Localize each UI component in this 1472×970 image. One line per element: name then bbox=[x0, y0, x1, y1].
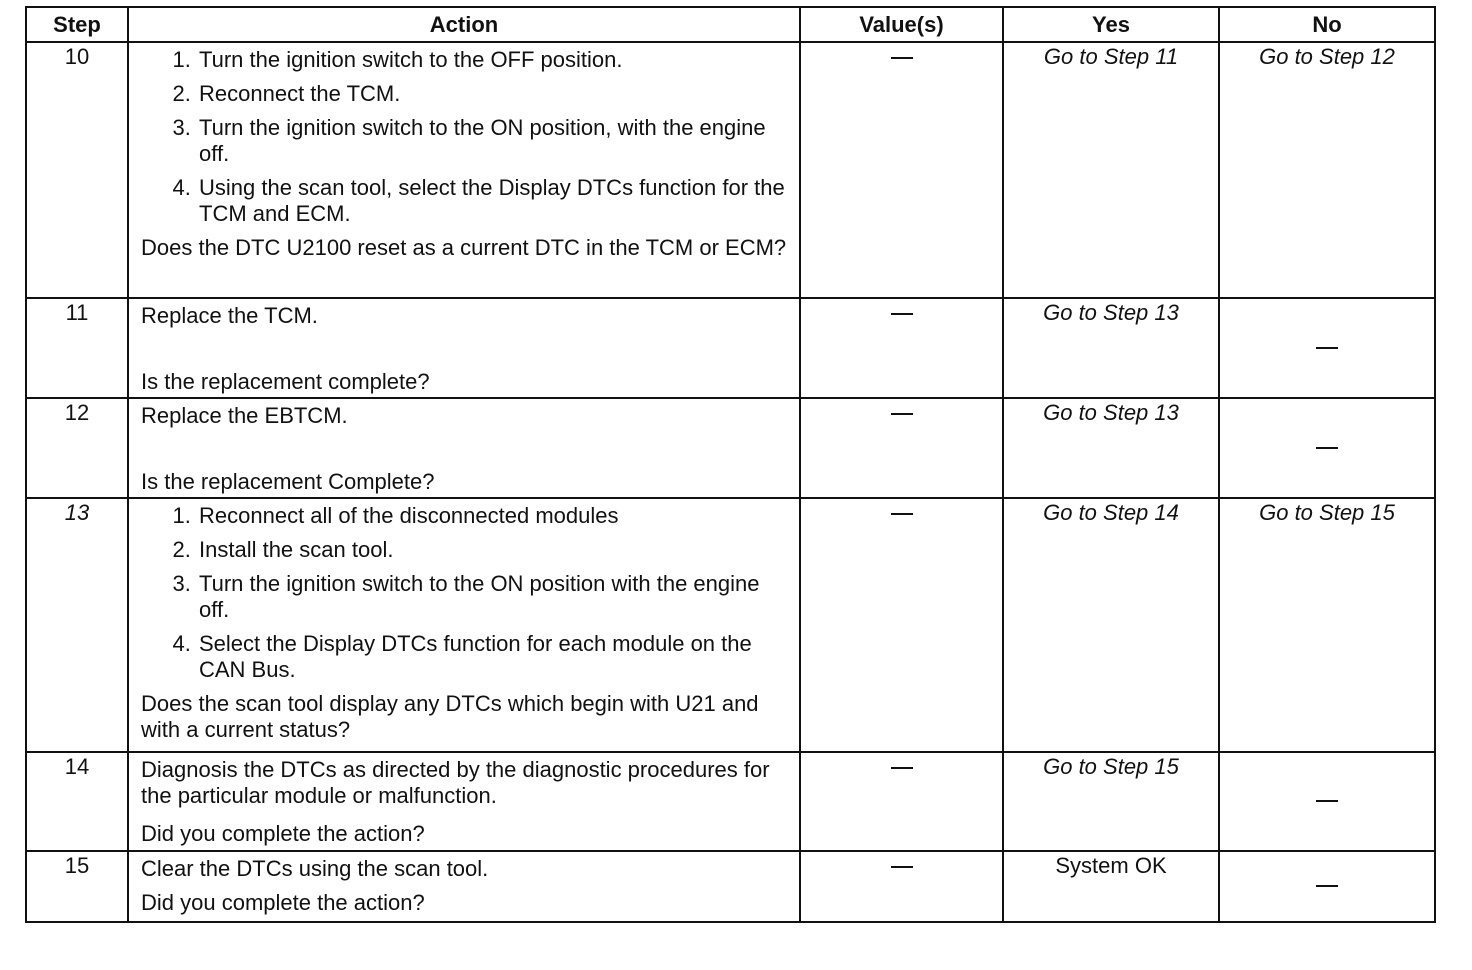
header-values: Value(s) bbox=[800, 7, 1003, 42]
action-cell bbox=[128, 298, 800, 398]
action-cell bbox=[128, 398, 800, 498]
header-yes: Yes bbox=[1003, 7, 1219, 42]
action-question: Does the DTC U2100 reset as a current DTC in the TCM or ECM? bbox=[141, 235, 787, 260]
action-step-item: 3. Turn the ignition switch to the ON position, with the engine off. bbox=[197, 115, 787, 167]
no-cell: Go to Step 15 bbox=[1219, 498, 1435, 752]
header-row bbox=[26, 7, 1435, 42]
no-cell bbox=[1219, 851, 1435, 922]
value-dash bbox=[891, 767, 913, 769]
action-steps bbox=[141, 503, 787, 683]
action-step-item: 4. Select the Display DTCs function for each module on the CAN Bus. bbox=[197, 631, 787, 683]
yes-cell: Go to Step 14 bbox=[1003, 498, 1219, 752]
step-number: 12 bbox=[26, 398, 128, 498]
action-cell bbox=[128, 498, 800, 752]
header-action: Action bbox=[128, 7, 800, 42]
table-row bbox=[26, 498, 1435, 752]
action-step-item: 1. Reconnect all of the disconnected modules bbox=[197, 503, 787, 529]
value-dash bbox=[891, 57, 913, 59]
no-cell bbox=[1219, 298, 1435, 398]
value-dash bbox=[891, 313, 913, 315]
no-dash bbox=[1316, 447, 1338, 449]
value-cell bbox=[800, 298, 1003, 398]
yes-cell: System OK bbox=[1003, 851, 1219, 922]
action-lead: Diagnosis the DTCs as directed by the diagnostic procedures for the particular module or malfunction. bbox=[141, 757, 770, 808]
action-step-item: 4. Using the scan tool, select the Display DTCs function for the TCM and ECM. bbox=[197, 175, 787, 227]
action-question: Is the replacement complete? bbox=[141, 369, 430, 394]
value-cell bbox=[800, 398, 1003, 498]
action-cell bbox=[128, 752, 800, 851]
header-step: Step bbox=[26, 7, 128, 42]
value-dash bbox=[891, 413, 913, 415]
no-dash bbox=[1316, 885, 1338, 887]
value-cell bbox=[800, 42, 1003, 298]
action-step-item: 2. Install the scan tool. bbox=[197, 537, 787, 563]
table-row bbox=[26, 398, 1435, 498]
no-cell: Go to Step 12 bbox=[1219, 42, 1435, 298]
yes-cell: Go to Step 13 bbox=[1003, 298, 1219, 398]
action-cell bbox=[128, 851, 800, 922]
step-number: 14 bbox=[26, 752, 128, 851]
table-row bbox=[26, 851, 1435, 922]
action-question: Is the replacement Complete? bbox=[141, 469, 435, 494]
action-question: Did you complete the action? bbox=[141, 821, 425, 846]
value-cell bbox=[800, 752, 1003, 851]
no-dash bbox=[1316, 800, 1338, 802]
no-cell bbox=[1219, 398, 1435, 498]
step-number: 13 bbox=[26, 498, 128, 752]
action-lead: Replace the EBTCM. bbox=[141, 403, 348, 428]
action-lead: Clear the DTCs using the scan tool. bbox=[141, 856, 489, 881]
action-cell bbox=[128, 42, 800, 298]
action-question: Did you complete the action? bbox=[141, 890, 425, 915]
step-number: 10 bbox=[26, 42, 128, 298]
step-number: 11 bbox=[26, 298, 128, 398]
diagnostic-table bbox=[25, 6, 1436, 923]
action-lead: Replace the TCM. bbox=[141, 303, 318, 328]
table-row bbox=[26, 42, 1435, 298]
yes-cell: Go to Step 15 bbox=[1003, 752, 1219, 851]
yes-cell: Go to Step 11 bbox=[1003, 42, 1219, 298]
yes-cell: Go to Step 13 bbox=[1003, 398, 1219, 498]
action-steps bbox=[141, 47, 787, 227]
value-dash bbox=[891, 866, 913, 868]
value-cell bbox=[800, 498, 1003, 752]
table-row bbox=[26, 298, 1435, 398]
no-cell bbox=[1219, 752, 1435, 851]
table-row bbox=[26, 752, 1435, 851]
action-step-item: 3. Turn the ignition switch to the ON position with the engine off. bbox=[197, 571, 787, 623]
action-step-item: 1. Turn the ignition switch to the OFF position. bbox=[197, 47, 787, 73]
step-number: 15 bbox=[26, 851, 128, 922]
value-cell bbox=[800, 851, 1003, 922]
no-dash bbox=[1316, 347, 1338, 349]
action-question: Does the scan tool display any DTCs which begin with U21 and with a current status? bbox=[141, 691, 759, 742]
action-step-item: 2. Reconnect the TCM. bbox=[197, 81, 787, 107]
value-dash bbox=[891, 513, 913, 515]
header-no: No bbox=[1219, 7, 1435, 42]
